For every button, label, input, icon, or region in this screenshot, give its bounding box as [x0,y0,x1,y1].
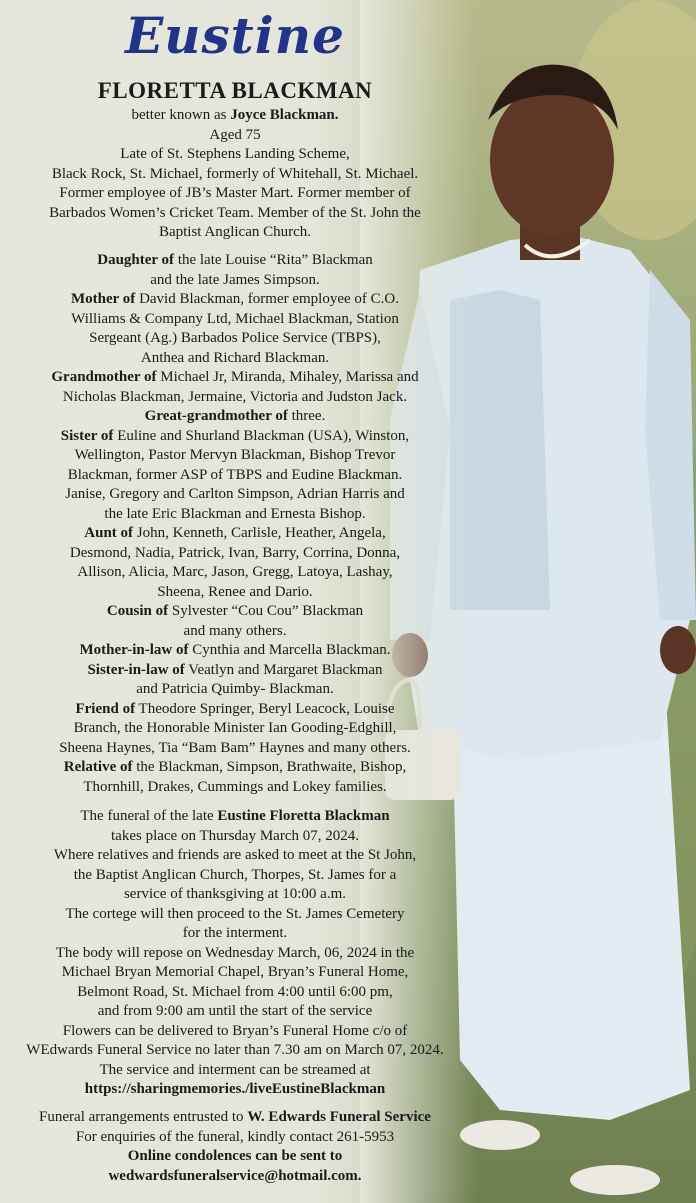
intro-line [0,184,470,204]
relations-text-segment: Nicholas Blackman, Jermaine, Victoria and Judston Jack. [62,388,408,405]
relations-line [0,290,470,310]
relations-text-segment: Sergeant (Ag.) Barbados Police Service (TBPS), [89,330,381,346]
funeral-text-segment: Belmont Road, St. Michael from 4:00 until 6:00 pm, [77,983,393,1000]
funeral-text-segment: The funeral of the late [80,808,218,824]
relations-text-segment: Anthea and Richard Blackman. [140,349,330,366]
intro-line [0,165,470,185]
funeral-line [0,944,470,964]
footer-line [0,1108,470,1128]
relations-line [0,661,470,681]
funeral-line [0,866,470,886]
relations-line [0,407,470,427]
intro-text-segment: Joyce Blackman. [230,107,339,123]
relations-text-segment: and many others. [183,622,287,639]
intro-line [0,204,470,224]
relations-text-segment: Branch, the Honorable Minister Ian Gooding-Edghill, [73,720,397,736]
relations-text-segment: Sylvester “Cou Cou” Blackman [168,603,364,619]
relations-text-segment: three. [287,408,326,424]
intro-text-segment: Former employee of JB’s Master Mart. Former member of [59,185,411,201]
intro-block [0,106,470,243]
intro-text-segment: Baptist Anglican Church. [158,224,312,240]
funeral-line [0,807,470,827]
relations-text-segment: Aunt of [84,525,134,541]
relations-text-segment: Blackman, former ASP of TBPS and Eudine Blackman. [67,466,403,483]
footer-text-segment: Online condolences can be sent to [127,1148,343,1164]
funeral-line [0,963,470,983]
relations-text-segment: and Patricia Quimby- Blackman. [136,681,334,697]
intro-line [0,223,470,243]
relations-text-segment: Janise, Gregory and Carlton Simpson, Adrian Harris and [65,486,405,502]
relations-line [0,446,470,466]
funeral-text-segment: Where relatives and friends are asked to meet at the St John, [53,847,417,863]
funeral-line [0,846,470,866]
funeral-text-segment: the Baptist Anglican Church, Thorpes, St. James for a [73,866,397,883]
footer-line [0,1167,470,1187]
intro-line [0,106,470,126]
relations-text-segment: the late Louise “Rita” Blackman [174,252,373,268]
funeral-line [0,1080,470,1100]
relations-block [0,251,470,797]
relations-text-segment: Desmond, Nadia, Patrick, Ivan, Barry, Corrina, Donna, [69,544,401,561]
relations-line [0,368,470,388]
relations-text-segment: Daughter of [97,252,175,268]
relations-line [0,505,470,525]
relations-line [0,758,470,778]
footer-text-segment: W. Edwards Funeral Service [247,1109,431,1125]
relations-line [0,739,470,759]
relations-text-segment: Mother of [71,291,136,307]
relations-text-segment: the late Eric Blackman and Ernesta Bishop. [104,505,366,522]
relations-line [0,700,470,720]
surname-heading: FLORETTA BLACKMAN [97,78,373,103]
relations-line [0,427,470,447]
intro-text-segment: Aged 75 [209,126,261,143]
relations-line [0,778,470,798]
relations-text-segment: Euline and Shurland Blackman (USA), Winston, [113,427,410,444]
relations-text-segment: Williams & Company Ltd, Michael Blackman, Station [71,310,399,327]
funeral-text-segment: and from 9:00 am until the start of the service [97,1003,373,1019]
relations-text-segment: Sheena Haynes, Tia “Bam Bam” Haynes and many others. [59,739,411,756]
funeral-line [0,905,470,925]
intro-text-segment: Black Rock, St. Michael, formerly of Whitehall, St. Michael. [51,165,419,182]
relations-text-segment: Theodore Springer, Beryl Leacock, Louise [135,700,395,717]
footer-text-segment: wedwardsfuneralservice@hotmail.com. [108,1167,362,1184]
funeral-text-segment: service of thanksgiving at 10:00 a.m. [123,886,347,902]
relations-text-segment: and the late James Simpson. [150,271,320,288]
relations-line [0,544,470,564]
relations-text-segment: Wellington, Pastor Mervyn Blackman, Bishop Trevor [74,447,396,463]
funeral-line [0,1002,470,1022]
relations-line [0,719,470,739]
funeral-details-block [0,807,470,1100]
relations-line [0,563,470,583]
footer-text-segment: Funeral arrangements entrusted to [39,1109,248,1125]
relations-line [0,349,470,369]
funeral-line [0,885,470,905]
funeral-text-segment: WEdwards Funeral Service no later than 7.30 am on March 07, 2024. [26,1042,444,1058]
funeral-text-segment: Flowers can be delivered to Bryan’s Funeral Home c/o of [62,1022,408,1039]
relations-text-segment: Grandmother of [51,369,157,385]
relations-line [0,602,470,622]
relations-line [0,329,470,349]
relations-text-segment: Veatlyn and Margaret Blackman [184,661,383,678]
relations-text-segment: David Blackman, former employee of C.O. [135,291,399,307]
arrangements-footer [0,1108,470,1186]
funeral-line [0,983,470,1003]
intro-text-segment: Late of St. Stephens Landing Scheme, [120,146,350,162]
funeral-text-segment: The cortege will then proceed to the St. James Cemetery [65,905,405,922]
relations-text-segment: Thornhill, Drakes, Cummings and Lokey families. [83,778,387,795]
intro-text-segment: Barbados Women’s Cricket Team. Member of the St. John the [49,204,421,221]
footer-line [0,1147,470,1167]
footer-text-segment: For enquiries of the funeral, kindly contact 261-5953 [75,1128,395,1145]
funeral-line [0,1061,470,1081]
first-name-heading: Eustine [125,6,345,65]
funeral-line [0,827,470,847]
relations-text-segment: Great-grandmother of [144,408,288,424]
relations-line [0,251,470,271]
relations-text-segment: Cousin of [106,603,169,619]
relations-line [0,680,470,700]
funeral-text-segment: Michael Bryan Memorial Chapel, Bryan’s Funeral Home, [61,964,409,980]
relations-line [0,485,470,505]
funeral-text-segment: takes place on Thursday March 07, 2024. [111,827,359,844]
relations-line [0,583,470,603]
relations-line [0,641,470,661]
relations-line [0,622,470,642]
funeral-text-segment: https://sharingmemories./liveEustineBlackman [84,1081,386,1097]
relations-text-segment: Relative of [63,759,133,775]
funeral-text-segment: for the interment. [182,925,288,941]
funeral-line [0,924,470,944]
relations-text-segment: Mother-in-law of [79,642,189,658]
intro-text-segment: better known as [131,107,231,123]
relations-line [0,310,470,330]
relations-text-segment: Cynthia and Marcella Blackman. [188,642,391,658]
relations-text-segment: Michael Jr, Miranda, Mihaley, Marissa and [156,369,419,385]
relations-text-segment: Sheena, Renee and Dario. [157,583,313,600]
funeral-text-segment: Eustine Floretta Blackman [217,808,390,824]
relations-line [0,271,470,291]
relations-line [0,388,470,408]
intro-line [0,145,470,165]
relations-text-segment: Sister-in-law of [87,661,185,678]
footer-line [0,1128,470,1148]
funeral-text-segment: The body will repose on Wednesday March, 06, 2024 in the [55,944,415,961]
intro-line [0,126,470,146]
relations-text-segment: the Blackman, Simpson, Brathwaite, Bishop, [132,759,407,775]
relations-text-segment: Allison, Alicia, Marc, Jason, Gregg, Latoya, Lashay, [77,564,393,580]
funeral-line [0,1022,470,1042]
relations-line [0,524,470,544]
relations-text-segment: John, Kenneth, Carlisle, Heather, Angela, [133,525,386,541]
relations-line [0,466,470,486]
funeral-text-segment: The service and interment can be streamed at [99,1061,371,1078]
funeral-line [0,1041,470,1061]
relations-text-segment: Friend of [75,700,136,717]
relations-text-segment: Sister of [60,427,114,444]
